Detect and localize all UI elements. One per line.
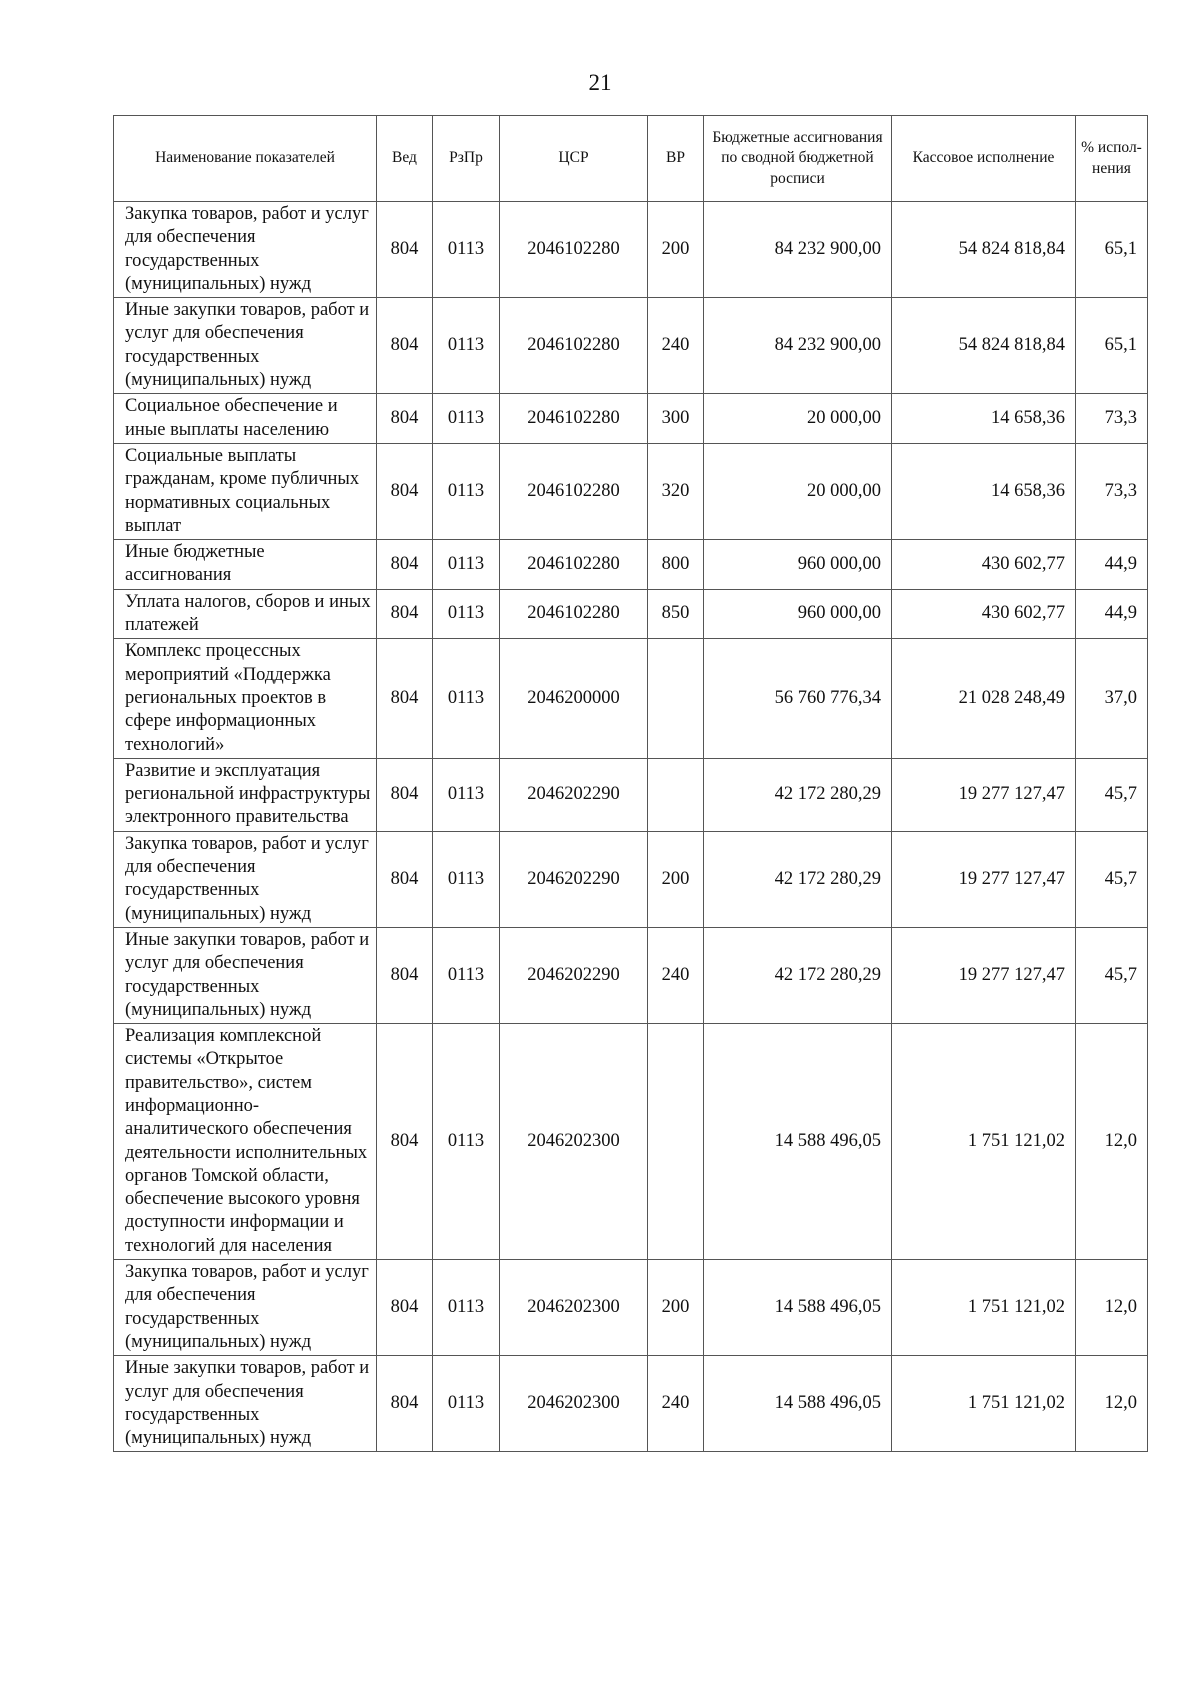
table-row <box>114 1260 1148 1356</box>
indicator-name: Комплекс процессных мероприятий «Поддержка региональных проектов в сфере информационных технологий» <box>114 639 377 758</box>
rzpr-code: 0113 <box>433 298 500 394</box>
vr-code <box>648 758 704 831</box>
header-budget-allocation: Бюджетные ассигнования по сводной бюджетной росписи <box>704 116 892 202</box>
vr-code: 200 <box>648 831 704 927</box>
indicator-name: Закупка товаров, работ и услуг для обеспечения государственных (муниципальных) нужд <box>114 831 377 927</box>
cash-execution-value: 19 277 127,47 <box>892 831 1076 927</box>
indicator-name: Иные бюджетные ассигнования <box>114 540 377 590</box>
budget-allocation-value: 14 588 496,05 <box>704 1024 892 1260</box>
header-cash-execution: Кассовое исполнение <box>892 116 1076 202</box>
execution-percent-value: 45,7 <box>1076 831 1148 927</box>
rzpr-code: 0113 <box>433 1024 500 1260</box>
rzpr-code: 0113 <box>433 1356 500 1452</box>
ved-code: 804 <box>377 831 433 927</box>
budget-allocation-value: 42 172 280,29 <box>704 927 892 1023</box>
header-ved: Вед <box>377 116 433 202</box>
table-row <box>114 394 1148 444</box>
vr-code: 850 <box>648 589 704 639</box>
indicator-name: Развитие и эксплуатация региональной инфраструктуры электронного правительства <box>114 758 377 831</box>
vr-code: 200 <box>648 202 704 298</box>
csr-code: 2046202300 <box>500 1260 648 1356</box>
csr-code: 2046202290 <box>500 758 648 831</box>
vr-code: 240 <box>648 1356 704 1452</box>
budget-allocation-value: 20 000,00 <box>704 443 892 539</box>
csr-code: 2046102280 <box>500 589 648 639</box>
header-execution-percent: % испол-нения <box>1076 116 1148 202</box>
table-row <box>114 1024 1148 1260</box>
header-vr: ВР <box>648 116 704 202</box>
csr-code: 2046102280 <box>500 298 648 394</box>
cash-execution-value: 1 751 121,02 <box>892 1024 1076 1260</box>
ved-code: 804 <box>377 927 433 1023</box>
execution-percent-value: 44,9 <box>1076 589 1148 639</box>
indicator-name: Реализация комплексной системы «Открытое правительство», систем информационно-аналитического обеспечения деятельности исполнительных органов Томской области, обеспечение высокого уровня доступности информации и технологий для населения <box>114 1024 377 1260</box>
ved-code: 804 <box>377 1356 433 1452</box>
execution-percent-value: 65,1 <box>1076 298 1148 394</box>
indicator-name: Иные закупки товаров, работ и услуг для обеспечения государственных (муниципальных) нужд <box>114 1356 377 1452</box>
vr-code <box>648 639 704 758</box>
ved-code: 804 <box>377 394 433 444</box>
table-header-row <box>114 116 1148 202</box>
ved-code: 804 <box>377 589 433 639</box>
rzpr-code: 0113 <box>433 927 500 1023</box>
execution-percent-value: 73,3 <box>1076 394 1148 444</box>
indicator-name: Уплата налогов, сборов и иных платежей <box>114 589 377 639</box>
table-row <box>114 443 1148 539</box>
header-indicator-name: Наименование показателей <box>114 116 377 202</box>
ved-code: 804 <box>377 1024 433 1260</box>
csr-code: 2046202290 <box>500 927 648 1023</box>
cash-execution-value: 1 751 121,02 <box>892 1356 1076 1452</box>
header-rzpr: РзПр <box>433 116 500 202</box>
csr-code: 2046102280 <box>500 394 648 444</box>
cash-execution-value: 14 658,36 <box>892 443 1076 539</box>
rzpr-code: 0113 <box>433 639 500 758</box>
csr-code: 2046202300 <box>500 1024 648 1260</box>
table-row <box>114 927 1148 1023</box>
ved-code: 804 <box>377 202 433 298</box>
cash-execution-value: 1 751 121,02 <box>892 1260 1076 1356</box>
rzpr-code: 0113 <box>433 540 500 590</box>
indicator-name: Социальное обеспечение и иные выплаты населению <box>114 394 377 444</box>
budget-allocation-value: 960 000,00 <box>704 589 892 639</box>
indicator-name: Закупка товаров, работ и услуг для обеспечения государственных (муниципальных) нужд <box>114 1260 377 1356</box>
budget-allocation-value: 42 172 280,29 <box>704 831 892 927</box>
budget-allocation-value: 20 000,00 <box>704 394 892 444</box>
cash-execution-value: 54 824 818,84 <box>892 202 1076 298</box>
cash-execution-value: 430 602,77 <box>892 589 1076 639</box>
rzpr-code: 0113 <box>433 1260 500 1356</box>
execution-percent-value: 12,0 <box>1076 1356 1148 1452</box>
indicator-name: Социальные выплаты гражданам, кроме публичных нормативных социальных выплат <box>114 443 377 539</box>
budget-allocation-value: 960 000,00 <box>704 540 892 590</box>
ved-code: 804 <box>377 298 433 394</box>
table-row <box>114 589 1148 639</box>
execution-percent-value: 12,0 <box>1076 1260 1148 1356</box>
indicator-name: Иные закупки товаров, работ и услуг для обеспечения государственных (муниципальных) нужд <box>114 927 377 1023</box>
table-row <box>114 298 1148 394</box>
csr-code: 2046102280 <box>500 540 648 590</box>
budget-allocation-value: 14 588 496,05 <box>704 1260 892 1356</box>
table-row <box>114 202 1148 298</box>
ved-code: 804 <box>377 443 433 539</box>
execution-percent-value: 45,7 <box>1076 758 1148 831</box>
vr-code: 240 <box>648 298 704 394</box>
vr-code: 800 <box>648 540 704 590</box>
vr-code: 200 <box>648 1260 704 1356</box>
csr-code: 2046202290 <box>500 831 648 927</box>
table-row <box>114 1356 1148 1452</box>
vr-code <box>648 1024 704 1260</box>
table-row <box>114 758 1148 831</box>
budget-allocation-value: 84 232 900,00 <box>704 202 892 298</box>
cash-execution-value: 19 277 127,47 <box>892 927 1076 1023</box>
table-row <box>114 831 1148 927</box>
rzpr-code: 0113 <box>433 202 500 298</box>
ved-code: 804 <box>377 1260 433 1356</box>
cash-execution-value: 14 658,36 <box>892 394 1076 444</box>
vr-code: 240 <box>648 927 704 1023</box>
cash-execution-value: 19 277 127,47 <box>892 758 1076 831</box>
rzpr-code: 0113 <box>433 394 500 444</box>
vr-code: 300 <box>648 394 704 444</box>
csr-code: 2046202300 <box>500 1356 648 1452</box>
csr-code: 2046102280 <box>500 202 648 298</box>
budget-allocation-value: 56 760 776,34 <box>704 639 892 758</box>
ved-code: 804 <box>377 758 433 831</box>
cash-execution-value: 54 824 818,84 <box>892 298 1076 394</box>
budget-allocation-value: 84 232 900,00 <box>704 298 892 394</box>
budget-allocation-value: 14 588 496,05 <box>704 1356 892 1452</box>
ved-code: 804 <box>377 540 433 590</box>
cash-execution-value: 430 602,77 <box>892 540 1076 590</box>
header-csr: ЦСР <box>500 116 648 202</box>
rzpr-code: 0113 <box>433 443 500 539</box>
rzpr-code: 0113 <box>433 758 500 831</box>
csr-code: 2046200000 <box>500 639 648 758</box>
budget-allocation-value: 42 172 280,29 <box>704 758 892 831</box>
execution-percent-value: 37,0 <box>1076 639 1148 758</box>
indicator-name: Иные закупки товаров, работ и услуг для обеспечения государственных (муниципальных) нужд <box>114 298 377 394</box>
execution-percent-value: 65,1 <box>1076 202 1148 298</box>
execution-percent-value: 73,3 <box>1076 443 1148 539</box>
table-row <box>114 639 1148 758</box>
rzpr-code: 0113 <box>433 831 500 927</box>
table-row <box>114 540 1148 590</box>
ved-code: 804 <box>377 639 433 758</box>
execution-percent-value: 45,7 <box>1076 927 1148 1023</box>
execution-percent-value: 12,0 <box>1076 1024 1148 1260</box>
vr-code: 320 <box>648 443 704 539</box>
page-number: 21 <box>588 70 612 95</box>
rzpr-code: 0113 <box>433 589 500 639</box>
csr-code: 2046102280 <box>500 443 648 539</box>
cash-execution-value: 21 028 248,49 <box>892 639 1076 758</box>
indicator-name: Закупка товаров, работ и услуг для обеспечения государственных (муниципальных) нужд <box>114 202 377 298</box>
budget-execution-table <box>113 115 1148 1452</box>
execution-percent-value: 44,9 <box>1076 540 1148 590</box>
